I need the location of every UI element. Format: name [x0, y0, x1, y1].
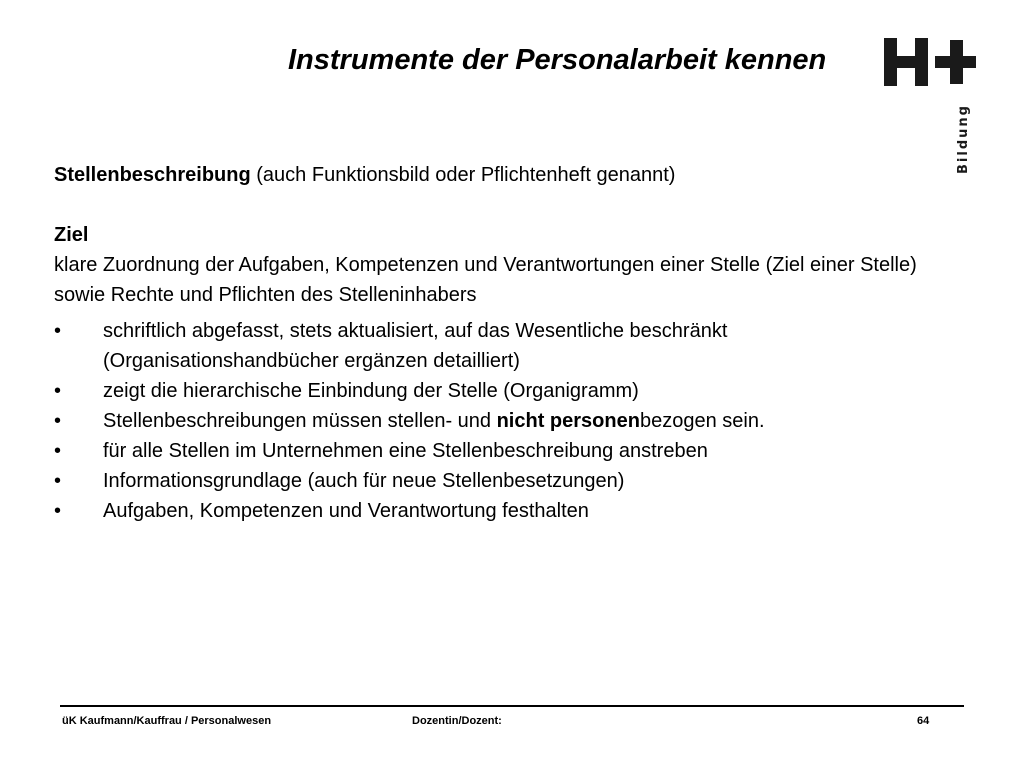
bullet-icon: •: [54, 410, 62, 432]
footer-instructor-label: Dozentin/Dozent:: [412, 715, 502, 727]
bullet-icon: •: [54, 500, 62, 522]
bullet-icon: •: [54, 470, 62, 492]
slide-content: [54, 160, 954, 526]
bullet-icon: •: [54, 320, 62, 342]
list-item-text: Aufgaben, Kompetenzen und Verantwortung festhalten: [103, 500, 589, 522]
bullet-icon: •: [54, 380, 62, 402]
list-item: [54, 436, 954, 466]
list-item: [54, 406, 954, 436]
footer-course: üK Kaufmann/Kauffrau / Personalwesen: [62, 715, 272, 727]
list-item-text: zeigt die hierarchische Einbindung der Stelle (Organigramm): [103, 380, 639, 402]
list-item-text-start: Stellenbeschreibungen müssen stellen- und: [103, 410, 497, 432]
list-item-text: Informationsgrundlage (auch für neue Stellenbesetzungen): [103, 470, 625, 492]
logo-label: Bildung: [956, 104, 971, 174]
footer-divider: [60, 705, 964, 707]
topic-heading-bold: Stellenbeschreibung: [54, 164, 251, 186]
list-item: [54, 376, 954, 406]
spacer: [54, 190, 954, 220]
goal-label: Ziel: [54, 224, 89, 246]
bullet-list: [54, 316, 954, 526]
bullet-icon: •: [54, 440, 62, 462]
list-item-text: für alle Stellen im Unternehmen eine Stellenbeschreibung anstreben: [103, 440, 708, 462]
topic-heading: [54, 160, 954, 190]
goal-text: klare Zuordnung der Aufgaben, Kompetenzen und Verantwortungen einer Stelle (Ziel einer Stelle) sowie Rechte und Pflichten des Stelleninhabers: [54, 254, 917, 306]
list-item-text: schriftlich abgefasst, stets aktualisiert, auf das Wesentliche beschränkt (Organisationshandbücher ergänzen detailliert): [103, 320, 728, 372]
list-item: [54, 466, 954, 496]
list-item: [54, 316, 954, 376]
h-plus-mark-icon: [884, 38, 976, 86]
footer-page-number: 64: [917, 715, 930, 727]
list-item-text-emphasis: nicht personen: [496, 410, 640, 432]
list-item: [54, 496, 954, 526]
list-item-text-end: bezogen sein.: [639, 410, 765, 432]
topic-heading-rest: (auch Funktionsbild oder Pflichtenheft genannt): [250, 164, 676, 186]
slide-title: Instrumente der Personalarbeit kennen: [288, 44, 827, 76]
